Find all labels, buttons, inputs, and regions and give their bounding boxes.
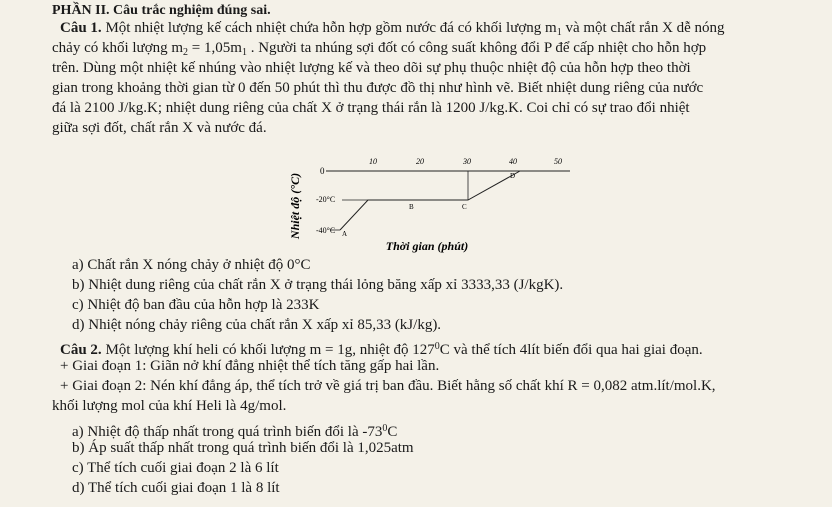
- graph-ytick-minus20: -20°C: [316, 195, 336, 204]
- q1-sub-2b: 1: [241, 47, 247, 58]
- q1-option-c: c) Nhiệt độ ban đầu của hỗn hợp là 233K: [72, 297, 320, 313]
- q1-text-2b: = 1,05m: [188, 40, 242, 56]
- q1-text-1a: Một nhiệt lượng kế cách nhiệt chứa hỗn hợp gồm nước đá có khối lượng m: [101, 20, 557, 36]
- q2-option-a: [72, 420, 397, 441]
- q1-text-2c: . Người ta nhúng sợi đốt có công suất không đổi P để cấp nhiệt cho hỗn hợp: [246, 40, 707, 56]
- graph-xtick-40: 40: [509, 157, 517, 166]
- graph-xtick-50: 50: [554, 157, 562, 166]
- graph-xtick-30: 30: [463, 157, 471, 166]
- q1-option-d: d) Nhiệt nóng chảy riêng của chất rắn X xấp xỉ 85,33 (kJ/kg).: [72, 317, 442, 333]
- q2-label: Câu 2.: [60, 342, 102, 358]
- graph-ytick-minus40: -40°C: [316, 226, 336, 235]
- graph-origin: 0: [320, 166, 325, 176]
- graph-ylabel: Nhiệt độ (°C): [287, 172, 302, 240]
- q1-line-1: [60, 20, 725, 41]
- q2-stage-3: khối lượng mol của khí Heli là 4g/mol.: [52, 398, 287, 414]
- q1-line-6: giữa sợi đốt, chất rắn X và nước đá.: [52, 120, 267, 136]
- q1-sub-2: 2: [183, 47, 189, 58]
- q1-line-4: gian trong khoảng thời gian từ 0 đến 50 phút thì thu được đồ thị như hình vẽ. Biết nhiệt dung riêng của nước: [52, 80, 704, 96]
- q2-text-1a: Một lượng khí heli có khối lượng m = 1g, nhiệt độ 127: [101, 342, 435, 358]
- graph-point-c: C: [462, 203, 467, 211]
- graph-point-a: A: [342, 230, 348, 238]
- q1-line-2: [52, 40, 706, 61]
- graph-curve: [340, 171, 520, 230]
- graph-xtick-20: 20: [416, 157, 424, 166]
- q2-stage-2: + Giai đoạn 2: Nén khí đẳng áp, thể tích trở về giá trị ban đầu. Biết hằng số chất khí R = 0,082 atm.lít/mol.K,: [60, 378, 716, 394]
- q2-option-b: b) Áp suất thấp nhất trong quá trình biến đổi là 1,025atm: [72, 440, 414, 456]
- q1-label: Câu 1.: [60, 20, 102, 36]
- graph-xtick-10: 10: [369, 157, 377, 166]
- q2-option-a-unit: C: [387, 424, 398, 440]
- graph-point-d: D: [510, 172, 516, 180]
- q2-option-c: c) Thể tích cuối giai đoạn 2 là 6 lít: [72, 460, 279, 476]
- q2-option-a-sup: 0: [382, 423, 388, 434]
- graph-point-b: B: [409, 203, 414, 211]
- q2-text-1b: C và thể tích 4lít biến đổi qua hai giai đoạn.: [439, 342, 703, 358]
- q1-line-3: trên. Dùng một nhiệt kế nhúng vào nhiệt lượng kế và theo dõi sự phụ thuộc nhiệt độ của hỗn hợp theo thời: [52, 60, 691, 76]
- header: PHẦN II. Câu trắc nghiệm đúng sai.: [52, 3, 271, 18]
- q2-line-1: [60, 338, 703, 359]
- q2-sup-1: 0: [434, 341, 440, 352]
- q1-sub-1: 1: [556, 27, 562, 38]
- q2-option-a-text: a) Nhiệt độ thấp nhất trong quá trình biến đổi là -73: [72, 424, 383, 440]
- q2-stage-1: + Giai đoạn 1: Giãn nở khí đẳng nhiệt thể tích tăng gấp hai lần.: [60, 358, 440, 374]
- temperature-time-graph: [282, 146, 572, 258]
- graph-xlabel: Thời gian (phút): [385, 239, 469, 253]
- q1-option-b: b) Nhiệt dung riêng của chất rắn X ở trạng thái lỏng băng xấp xỉ 3333,33 (J/kgK).: [72, 277, 564, 293]
- q1-text-2a: chảy có khối lượng m: [52, 40, 184, 56]
- q1-option-a: a) Chất rắn X nóng chảy ở nhiệt độ 0°C: [72, 257, 311, 273]
- q1-line-5: đá là 2100 J/kg.K; nhiệt dung riêng của chất X ở trạng thái rắn là 1200 J/kg.K. Coi chỉ có sự trao đổi nhiệt: [52, 100, 690, 116]
- q2-option-d: d) Thể tích cuối giai đoạn 1 là 8 lít: [72, 480, 280, 496]
- q1-text-1b: và một chất rắn X dễ nóng: [561, 20, 725, 36]
